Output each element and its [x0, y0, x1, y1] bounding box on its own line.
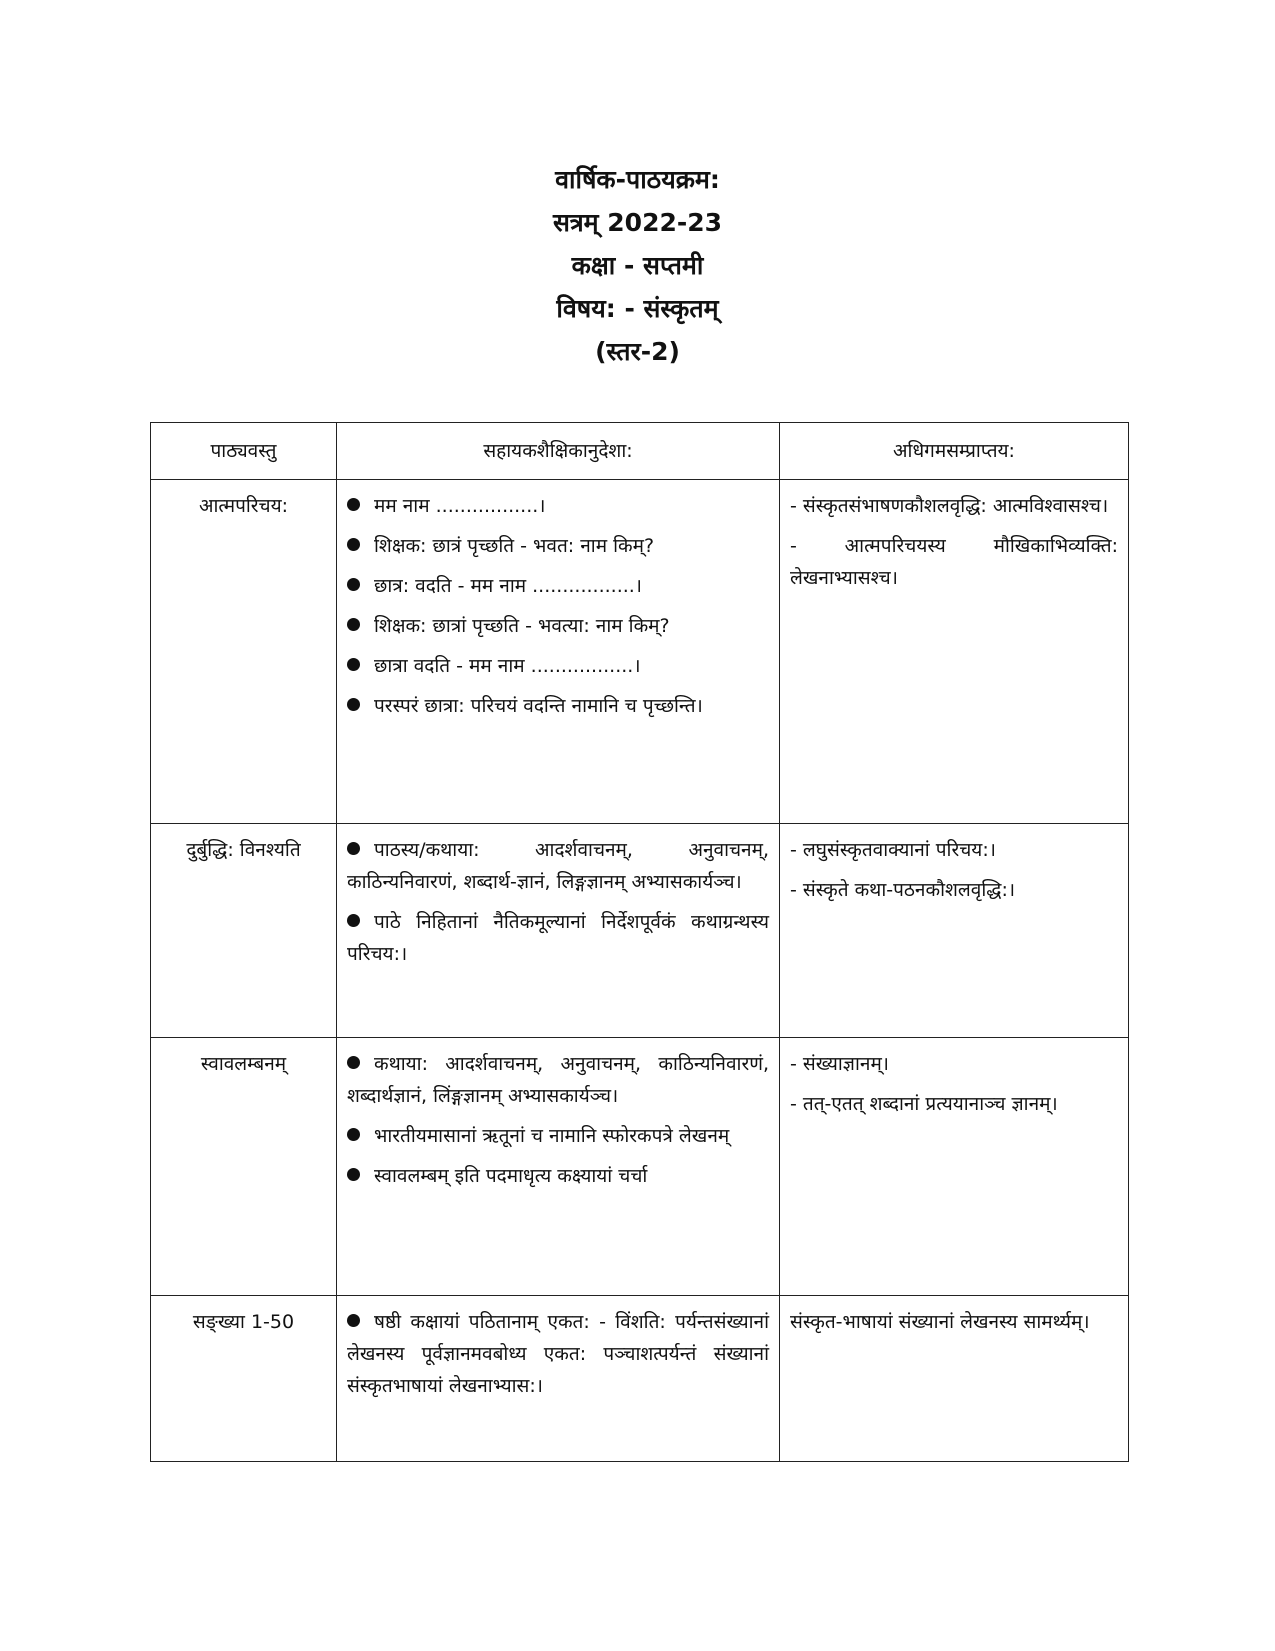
header-guidelines: सहायकशैक्षिकानुदेशा:	[337, 423, 780, 480]
outcome-text: - संस्कृते कथा-पठनकौशलवृद्धि:।	[790, 879, 1016, 901]
guideline-text: पाठे निहितानां नैतिकमूल्यानां निर्देशपूर्वकं कथाग्रन्थस्य परिचय:।	[347, 911, 769, 965]
outcomes-cell	[780, 480, 1129, 824]
topic-cell: दुर्बुद्धि: विनश्यति	[151, 824, 337, 1038]
bullet-icon	[347, 578, 360, 591]
header-topic: पाठ्यवस्तु	[151, 423, 337, 480]
table-header-row	[151, 423, 1129, 480]
guidelines-cell	[337, 824, 780, 1038]
list-item	[347, 530, 769, 562]
table-row	[151, 1038, 1129, 1296]
list-item	[347, 610, 769, 642]
bullet-icon	[347, 914, 360, 927]
table-row	[151, 1296, 1129, 1462]
table-row	[151, 824, 1129, 1038]
outcomes-cell	[780, 1038, 1129, 1296]
list-item	[347, 490, 769, 522]
document-header	[0, 158, 1275, 373]
outcome-text: - संख्याज्ञानम्।	[790, 1053, 890, 1075]
bullet-icon	[347, 1168, 360, 1181]
bullet-icon	[347, 1056, 360, 1069]
bullet-icon	[347, 498, 360, 511]
outcome-text: - संस्कृतसंभाषणकौशलवृद्धि: आत्मविश्वासश्च।	[790, 495, 1109, 517]
document-title: वार्षिक-पाठयक्रम:	[555, 165, 720, 194]
guideline-text: शिक्षक: छात्रं पृच्छति - भवत: नाम किम्?	[374, 535, 655, 557]
table-row	[151, 480, 1129, 824]
bullet-icon	[347, 538, 360, 551]
bullet-icon	[347, 1314, 360, 1327]
guideline-text: स्वावलम्बम् इति पदमाधृत्य कक्ष्यायां चर्चा	[374, 1165, 648, 1187]
guideline-text: छात्रा वदति - मम नाम .................।	[374, 655, 641, 677]
class-line: कक्षा - सप्तमी	[571, 251, 704, 280]
outcome-text: - लघुसंस्कृतवाक्यानां परिचय:।	[790, 839, 996, 861]
guideline-text: भारतीयमासानां ऋतूनां च नामानि स्फोरकपत्रे लेखनम्	[374, 1125, 730, 1147]
syllabus-table	[150, 422, 1129, 1462]
list-item	[347, 570, 769, 602]
bullet-icon	[347, 698, 360, 711]
outcomes-cell	[780, 1296, 1129, 1462]
guideline-text: शिक्षक: छात्रां पृच्छति - भवत्या: नाम किम्?	[374, 615, 670, 637]
guideline-text: पाठस्य/कथाया: आदर्शवाचनम्, अनुवाचनम्, काठिन्यनिवारणं, शब्दार्थ-ज्ञानं, लिङ्गज्ञानम् अभ्यासकार्यञ्च।	[347, 839, 769, 893]
list-item	[347, 1120, 769, 1152]
guideline-text: परस्परं छात्रा: परिचयं वदन्ति नामानि च पृच्छन्ति।	[374, 695, 703, 717]
list-item	[347, 1160, 769, 1192]
header-outcomes: अधिगमसम्प्राप्तय:	[780, 423, 1129, 480]
topic-cell: आत्मपरिचय:	[151, 480, 337, 824]
outcome-text: - तत्-एतत् शब्दानां प्रत्ययानाञ्च ज्ञानम्।	[790, 1093, 1058, 1115]
bullet-icon	[347, 658, 360, 671]
topic-cell: स्वावलम्बनम्	[151, 1038, 337, 1296]
guideline-text: मम नाम .................।	[374, 495, 546, 517]
list-item	[347, 1048, 769, 1112]
list-item	[347, 650, 769, 682]
session-line: सत्रम् 2022-23	[552, 208, 723, 237]
bullet-icon	[347, 1128, 360, 1141]
outcome-text: संस्कृत-भाषायां संख्यानां लेखनस्य सामर्थ्यम्।	[790, 1311, 1090, 1333]
outcome-text: - आत्मपरिचयस्य मौखिकाभिव्यक्ति: लेखनाभ्यासश्च।	[790, 535, 1118, 589]
list-item	[347, 1306, 769, 1402]
list-item	[347, 906, 769, 970]
bullet-icon	[347, 618, 360, 631]
list-item	[347, 834, 769, 898]
guidelines-cell	[337, 480, 780, 824]
list-item	[347, 690, 769, 722]
topic-cell: सङ्ख्या 1-50	[151, 1296, 337, 1462]
guideline-text: कथाया: आदर्शवाचनम्, अनुवाचनम्, काठिन्यनिवारणं, शब्दार्थज्ञानं, लिंङ्गज्ञानम् अभ्यासकार्यञ्च।	[347, 1053, 769, 1107]
subject-line: विषय: - संस्कृतम्	[556, 294, 719, 323]
guideline-text: षष्ठी कक्षायां पठितानाम् एकत: - विंशति: पर्यन्तसंख्यानां लेखनस्य पूर्वज्ञानमवबोध्य एकत: पञ्चाशत्पर्यन्तं संख्यानां संस्कृतभाषायां लेखनाभ्यास:।	[347, 1311, 769, 1397]
guidelines-cell	[337, 1296, 780, 1462]
level-line: (स्तर-2)	[595, 337, 680, 366]
bullet-icon	[347, 842, 360, 855]
guidelines-cell	[337, 1038, 780, 1296]
guideline-text: छात्र: वदति - मम नाम .................।	[374, 575, 643, 597]
outcomes-cell	[780, 824, 1129, 1038]
